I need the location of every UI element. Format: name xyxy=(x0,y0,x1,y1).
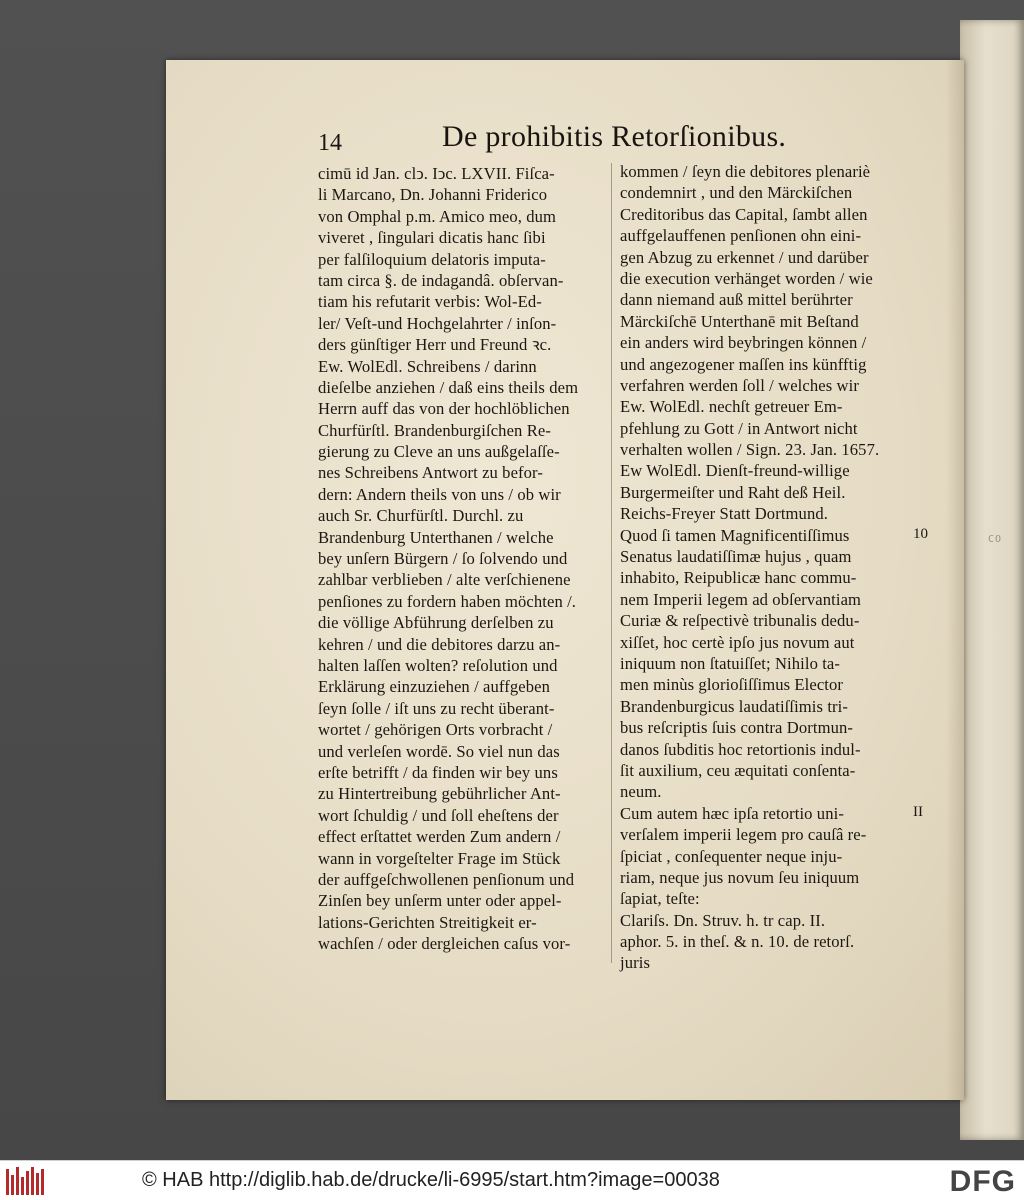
text-line: halten laſſen wolten? reſolution und xyxy=(318,655,558,675)
text-line: neum. xyxy=(620,782,662,802)
text-line: Churfürſtl. Brandenburgiſchen Re- xyxy=(318,420,551,440)
text-line: Brandenburg Unterthanen / welche xyxy=(318,527,554,547)
text-line: Erklärung einzuziehen / auffgeben xyxy=(318,677,550,697)
text-line: Ew. WolEdl. nechſt getreuer Em- xyxy=(620,397,843,417)
text-line: Quod ſi tamen Magnificentiſſimus xyxy=(620,525,850,545)
text-line: pfehlung zu Gott / in Antwort nicht xyxy=(620,418,858,438)
text-line: Reichs-Freyer Statt Dortmund. xyxy=(620,504,828,524)
text-line: bus reſcriptis ſuis contra Dortmun- xyxy=(620,718,854,738)
text-line: dern: Andern theils von uns / ob wir xyxy=(318,484,561,504)
text-line: und angezogener maſſen ins künfftig xyxy=(620,354,867,374)
dfg-logo[interactable]: DFG xyxy=(949,1165,1016,1198)
text-line: kehren / und die debitores darzu an- xyxy=(318,634,561,654)
text-line: Burgermeiſter und Raht deß Heil. xyxy=(620,482,846,502)
text-line: Herrn auff das von der hochlöblichen xyxy=(318,399,570,419)
column-divider xyxy=(611,163,612,963)
text-line: ſapiat, teſte: xyxy=(620,889,700,909)
text-line: riam, neque jus novum ſeu iniquum xyxy=(620,867,860,887)
text-line: Cum autem hæc ipſa retortio uni- xyxy=(620,803,844,823)
text-line: zu Hintertreibung gebührlicher Ant- xyxy=(318,784,561,804)
text-line: men minùs glorioſiſſimus Elector xyxy=(620,675,844,695)
text-line: bey unſern Bürgern / ſo ſolvendo und xyxy=(318,549,568,569)
copyright-link[interactable]: © HAB http://diglib.hab.de/drucke/li-6995/start.htm?image=00038 xyxy=(142,1169,720,1191)
text-line: iniquum non ſtatuiſſet; Nihilo ta- xyxy=(620,653,841,673)
text-line: dann niemand auß mittel berührter xyxy=(620,290,853,310)
text-line: wortet / gehörigen Orts vorbracht / xyxy=(318,720,553,740)
text-line: auch Sr. Churfürſtl. Durchl. zu xyxy=(318,506,524,526)
text-line: tam circa §. de indagandâ. obſervan- xyxy=(318,270,564,290)
text-line: viveret , ſingulari dicatis hanc ſibi xyxy=(318,228,546,248)
text-line: aphor. 5. in theſ. & n. 10. de retorſ. xyxy=(620,932,855,952)
text-line: per falſiloquium delatoris imputa- xyxy=(318,249,546,269)
text-line: gierung zu Cleve an uns außgelaſſe- xyxy=(318,442,560,462)
text-line: gen Abzug zu erkennet / und darüber xyxy=(620,247,869,267)
text-line: condemnirt , und den Märckiſchen xyxy=(620,183,853,203)
text-line: li Marcano, Dn. Johanni Friderico xyxy=(318,185,548,205)
text-line: ein anders wird beybringen können / xyxy=(620,333,867,353)
text-line: Creditoribus das Capital, ſambt allen xyxy=(620,204,868,224)
text-line: xiſſet, hoc certè ipſo jus novum aut xyxy=(620,632,855,652)
text-line: Zinſen bey unſerm unter oder appel- xyxy=(318,891,562,911)
text-line: und verleſen wordē. So viel nun das xyxy=(318,741,560,761)
left-column xyxy=(318,163,604,954)
text-line: kommen / ſeyn die debitores plenariè xyxy=(620,162,871,181)
text-line: Brandenburgicus laudatiſſimis tri- xyxy=(620,696,848,716)
text-line: tiam his refutarit verbis: Wol-Ed- xyxy=(318,292,542,312)
text-line: zahlbar verblieben / alte verſchienene xyxy=(318,570,571,590)
hab-logo-icon[interactable] xyxy=(6,1167,46,1195)
text-line: der auffgeſchwollenen penſionum und xyxy=(318,869,575,889)
text-line: wort ſchuldig / und ſoll eheſtens der xyxy=(318,805,559,825)
text-line: juris xyxy=(620,953,651,973)
text-line: Senatus laudatiſſimæ hujus , quam xyxy=(620,547,852,567)
text-line: ler/ Veſt-und Hochgelahrter / inſon- xyxy=(318,313,557,333)
text-line: verſalem imperii legem pro cauſâ re- xyxy=(620,825,867,845)
running-title: De prohibitis Retorſionibus. xyxy=(442,120,787,153)
text-line: effect erſtattet werden Zum andern / xyxy=(318,827,561,847)
text-line: Ew WolEdl. Dienſt-freund-willige xyxy=(620,461,850,481)
text-line: die execution verhänget worden / wie xyxy=(620,268,873,288)
text-line: wann in vorgeſtelter Frage im Stück xyxy=(318,848,561,868)
text-line: penſiones zu fordern haben möchten /. xyxy=(318,591,577,611)
text-line: inhabito, Reipublicæ hanc commu- xyxy=(620,568,857,588)
margin-number-10: 10 xyxy=(913,526,928,542)
text-line: verhalten wollen / Sign. 23. Jan. 1657. xyxy=(620,440,880,460)
text-line: dieſelbe anziehen / daß eins theils dem xyxy=(318,377,579,397)
text-line: ders günſtiger Herr und Freund ꝛc. xyxy=(318,335,552,355)
right-column xyxy=(620,161,906,974)
margin-number-11: II xyxy=(913,804,923,820)
text-line: cimū id Jan. clↄ. Iↄc. LXVII. Fiſca- xyxy=(318,164,555,183)
text-line: Ew. WolEdl. Schreibens / darinn xyxy=(318,356,537,376)
text-line: ſpiciat , conſequenter neque inju- xyxy=(620,846,843,866)
text-line: ſit auxilium, ceu æquitati conſenta- xyxy=(620,760,856,780)
text-line: verfahren werden ſoll / welches wir xyxy=(620,375,859,395)
text-line: danos ſubditis hoc retortionis indul- xyxy=(620,739,861,759)
text-line: nes Schreibens Antwort zu befor- xyxy=(318,463,543,483)
next-page-edge: CO xyxy=(960,20,1024,1140)
text-line: von Omphal p.m. Amico meo, dum xyxy=(318,206,557,226)
text-line: ſeyn ſolle / iſt uns zu recht überant- xyxy=(318,698,555,718)
page-number: 14 xyxy=(318,130,342,156)
text-line: die völlige Abführung derſelben zu xyxy=(318,613,554,633)
footer-bar xyxy=(0,1160,1024,1200)
text-line: lations-Gerichten Streitigkeit er- xyxy=(318,912,537,932)
text-line: auffgelauffenen penſionen ohn eini- xyxy=(620,226,862,246)
text-line: nem Imperii legem ad obſervantiam xyxy=(620,589,862,609)
text-line: Clariſs. Dn. Struv. h. tr cap. II. xyxy=(620,910,826,930)
text-line: wachſen / oder dergleichen caſus vor- xyxy=(318,934,571,954)
text-line: Märckiſchē Unterthanē mit Beſtand xyxy=(620,311,859,331)
text-line: erſte betrifft / da finden wir bey uns xyxy=(318,762,558,782)
text-line: Curiæ & reſpectivè tribunalis dedu- xyxy=(620,611,860,631)
